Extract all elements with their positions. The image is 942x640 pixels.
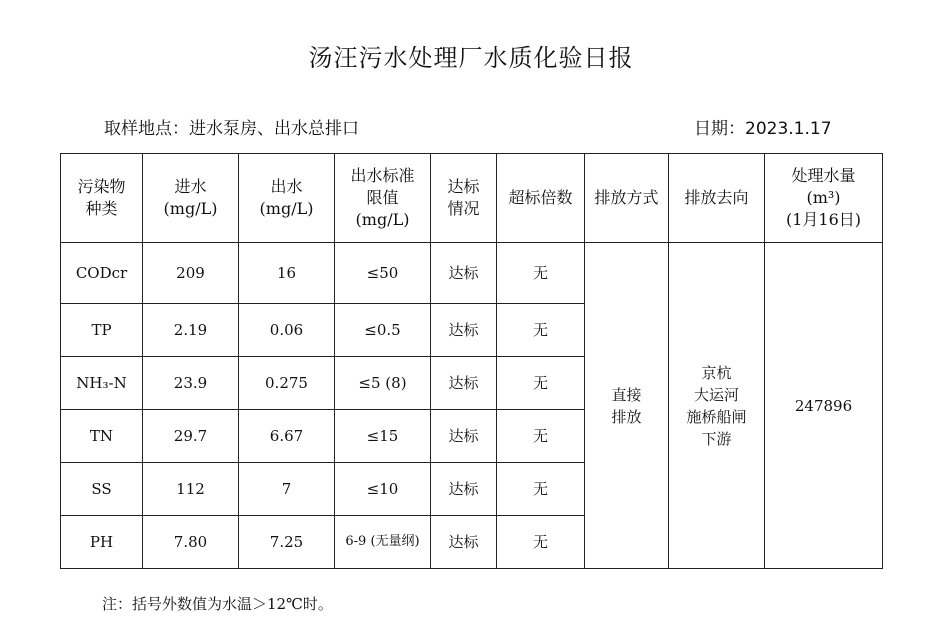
header-volume: 处理水量 (m³) (1月16日) bbox=[765, 154, 883, 243]
cell-pollutant: NH₃-N bbox=[61, 357, 143, 410]
header-exceed: 超标倍数 bbox=[497, 154, 585, 243]
cell-exceed: 无 bbox=[497, 304, 585, 357]
date-label: 日期： bbox=[694, 119, 745, 139]
cell-treated-volume: 247896 bbox=[765, 243, 883, 569]
cell-limit: ≤5 (8) bbox=[335, 357, 431, 410]
cell-inflow: 112 bbox=[143, 463, 239, 516]
water-quality-table bbox=[60, 153, 883, 569]
cell-inflow: 2.19 bbox=[143, 304, 239, 357]
cell-exceed: 无 bbox=[497, 357, 585, 410]
cell-exceed: 无 bbox=[497, 463, 585, 516]
cell-status: 达标 bbox=[431, 463, 497, 516]
report-date bbox=[694, 114, 832, 139]
date-value: 2023.1.17 bbox=[745, 119, 832, 139]
cell-limit: ≤10 bbox=[335, 463, 431, 516]
cell-pollutant: SS bbox=[61, 463, 143, 516]
cell-exceed: 无 bbox=[497, 410, 585, 463]
sampling-location bbox=[104, 114, 359, 139]
cell-discharge-destination: 京杭 大运河 施桥船闸 下游 bbox=[669, 243, 765, 569]
cell-status: 达标 bbox=[431, 243, 497, 304]
cell-limit: ≤15 bbox=[335, 410, 431, 463]
cell-exceed: 无 bbox=[497, 516, 585, 569]
cell-outflow: 0.275 bbox=[239, 357, 335, 410]
header-limit: 出水标准 限值 (mg/L) bbox=[335, 154, 431, 243]
cell-outflow: 7.25 bbox=[239, 516, 335, 569]
cell-status: 达标 bbox=[431, 357, 497, 410]
header-discharge-method: 排放方式 bbox=[585, 154, 669, 243]
cell-outflow: 6.67 bbox=[239, 410, 335, 463]
cell-exceed: 无 bbox=[497, 243, 585, 304]
cell-discharge-method: 直接 排放 bbox=[585, 243, 669, 569]
table-row bbox=[61, 243, 883, 304]
cell-pollutant: CODcr bbox=[61, 243, 143, 304]
cell-status: 达标 bbox=[431, 304, 497, 357]
cell-limit: ≤0.5 bbox=[335, 304, 431, 357]
cell-status: 达标 bbox=[431, 516, 497, 569]
header-inflow: 进水 (mg/L) bbox=[143, 154, 239, 243]
cell-inflow: 209 bbox=[143, 243, 239, 304]
cell-limit: ≤50 bbox=[335, 243, 431, 304]
cell-pollutant: TP bbox=[61, 304, 143, 357]
cell-inflow: 29.7 bbox=[143, 410, 239, 463]
cell-inflow: 7.80 bbox=[143, 516, 239, 569]
header-compliance: 达标 情况 bbox=[431, 154, 497, 243]
sampling-label: 取样地点： bbox=[104, 119, 189, 139]
header-discharge-destination: 排放去向 bbox=[669, 154, 765, 243]
cell-pollutant: PH bbox=[61, 516, 143, 569]
cell-outflow: 7 bbox=[239, 463, 335, 516]
cell-outflow: 0.06 bbox=[239, 304, 335, 357]
cell-pollutant: TN bbox=[61, 410, 143, 463]
report-title: 汤汪污水处理厂水质化验日报 bbox=[308, 44, 634, 72]
sampling-value: 进水泵房、出水总排口 bbox=[189, 119, 359, 139]
header-outflow: 出水 (mg/L) bbox=[239, 154, 335, 243]
cell-outflow: 16 bbox=[239, 243, 335, 304]
table-header-row bbox=[61, 154, 883, 243]
cell-status: 达标 bbox=[431, 410, 497, 463]
cell-limit: 6-9 (无量纲) bbox=[335, 516, 431, 569]
footnote: 注：括号外数值为水温＞12℃时。 bbox=[102, 595, 333, 613]
cell-inflow: 23.9 bbox=[143, 357, 239, 410]
header-pollutant: 污染物 种类 bbox=[61, 154, 143, 243]
